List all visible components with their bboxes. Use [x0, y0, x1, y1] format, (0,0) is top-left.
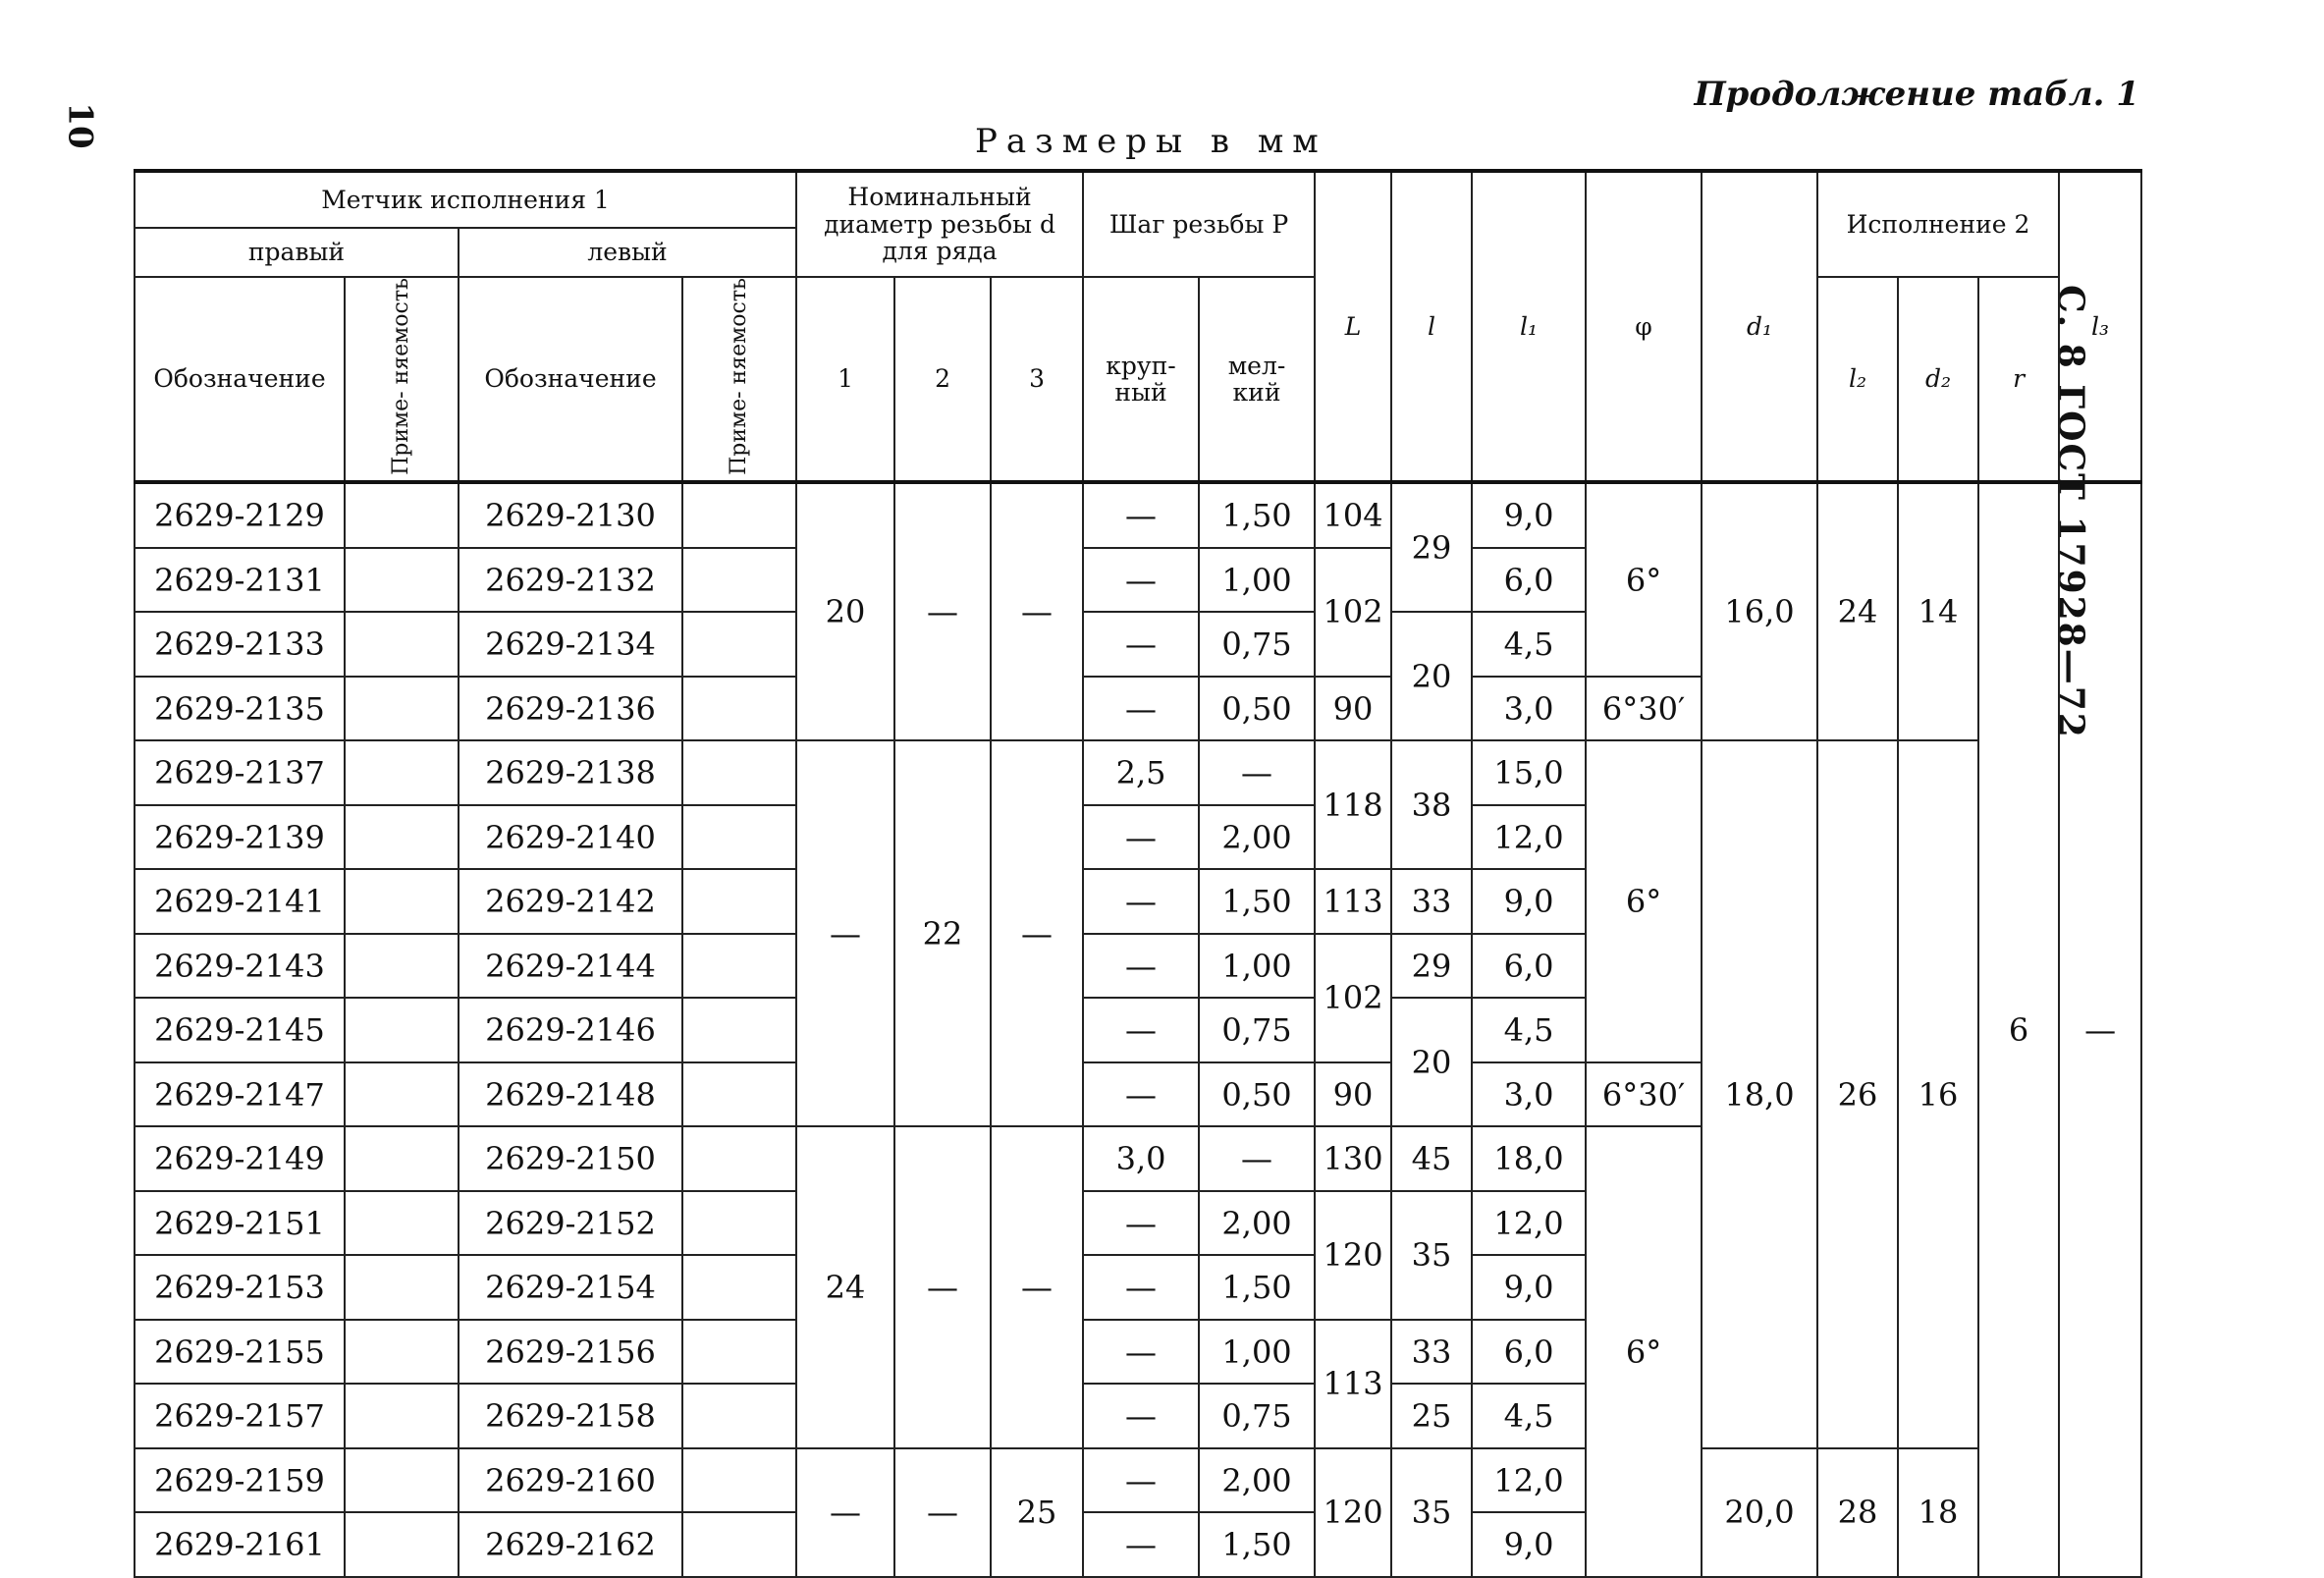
d2-header: d₂	[1898, 277, 1978, 482]
tap-exec1-header: Метчик исполнения 1	[135, 171, 796, 228]
nominal-diameter-header: Номинальный диаметр резьбы d для ряда	[796, 171, 1083, 277]
left-header: левый	[459, 228, 796, 277]
table-row: 2629-2141 2629-2142 — 1,50 113 33 9,0	[135, 869, 2141, 934]
row1-header: 1	[796, 277, 894, 482]
row2-header: 2	[894, 277, 991, 482]
units-caption: Размеры в мм	[975, 122, 1327, 161]
applicability-right-header: Приме- няемость	[345, 277, 459, 482]
table-row: 2629-2161 2629-2162 — 1,50 9,0	[135, 1512, 2141, 1577]
row3-header: 3	[991, 277, 1083, 482]
table-row: 2629-2139 2629-2140 — 2,00 12,0	[135, 805, 2141, 870]
exec2-header: Исполнение 2	[1817, 171, 2059, 277]
table-row: 2629-2145 2629-2146 — 0,75 20 4,5	[135, 998, 2141, 1062]
l-header: l	[1391, 171, 1472, 482]
table-continuation-label: Продолжение табл. 1	[1694, 75, 2139, 114]
l2-header: l₂	[1817, 277, 1898, 482]
table-row: 2629-2151 2629-2152 — 2,00 120 35 12,0	[135, 1191, 2141, 1256]
fine-header: мел- кий	[1199, 277, 1315, 482]
table-row: 2629-2143 2629-2144 — 1,00 102 29 6,0	[135, 934, 2141, 999]
applicability-left-header: Приме- няемость	[682, 277, 796, 482]
table-row: 2629-2147 2629-2148 — 0,50 90 3,0 6°30′	[135, 1062, 2141, 1127]
r-header: r	[1978, 277, 2059, 482]
phi-header: φ	[1586, 171, 1702, 482]
standard-header: С. 8 ГОСТ 17928—72	[2050, 285, 2091, 739]
pitch-header: Шаг резьбы P	[1083, 171, 1315, 277]
table-row: 2629-2153 2629-2154 — 1,50 9,0	[135, 1255, 2141, 1320]
L-header: L	[1315, 171, 1391, 482]
table-row: 2629-2159 2629-2160 — — 25 — 2,00 120 35 12,0 20,0 28 18	[135, 1448, 2141, 1513]
table-row: 2629-2135 2629-2136 — 0,50 90 3,0 6°30′	[135, 677, 2141, 741]
right-header: правый	[135, 228, 459, 277]
table-row: 2629-2133 2629-2134 — 0,75 20 4,5	[135, 612, 2141, 677]
l3-header: l₃	[2059, 171, 2141, 482]
table-row: 2629-2155 2629-2156 — 1,00 113 33 6,0	[135, 1320, 2141, 1385]
designation-right-header: Обозначение	[135, 277, 345, 482]
table-row: 2629-2149 2629-2150 24 — — 3,0 — 130 45 18,0 6°	[135, 1126, 2141, 1191]
page-number: 10	[60, 102, 100, 149]
d1-header: d₁	[1702, 171, 1817, 482]
table-row: 2629-2129 2629-2130 20 — — — 1,50 104 29 9,0 6° 16,0 24 14 6 —	[135, 482, 2141, 548]
coarse-header: круп- ный	[1083, 277, 1199, 482]
designation-left-header: Обозначение	[459, 277, 682, 482]
table-row: 2629-2131 2629-2132 — 1,00 102 6,0	[135, 548, 2141, 613]
l1-header: l₁	[1472, 171, 1586, 482]
table-row: 2629-2137 2629-2138 — 22 — 2,5 — 118 38 15,0 6° 18,0 26 16	[135, 740, 2141, 805]
table-row: 2629-2157 2629-2158 — 0,75 25 4,5	[135, 1384, 2141, 1448]
dimensions-table	[134, 169, 2142, 1578]
